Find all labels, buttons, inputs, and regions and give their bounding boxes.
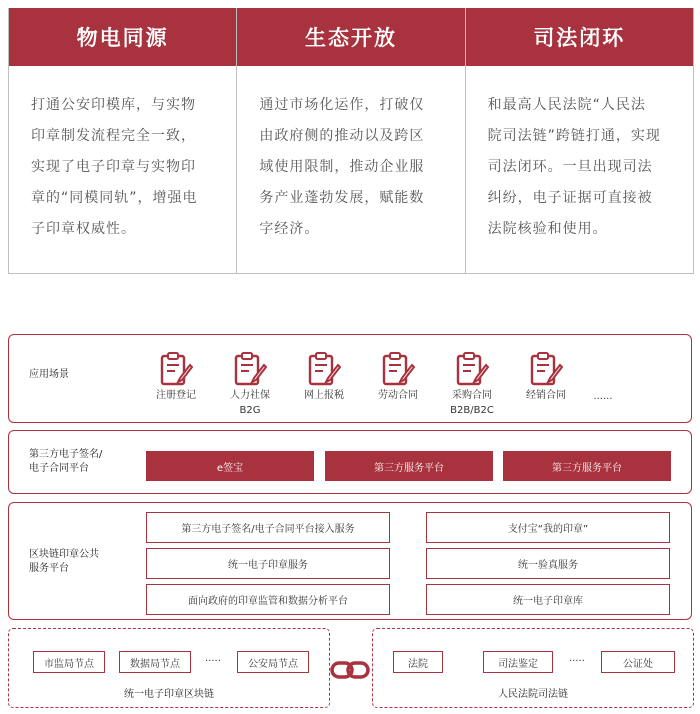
feature-card-text bbox=[9, 66, 236, 245]
text-line: 由政府侧的推动以及跨区 bbox=[259, 128, 425, 144]
service-button[interactable]: 第三方电子签名/电子合同平台接入服务 bbox=[146, 512, 390, 543]
blockchain-service-band bbox=[8, 502, 692, 620]
label-line: 服务平台 bbox=[29, 563, 69, 574]
scene-sublabel: B2G bbox=[239, 405, 261, 416]
application-band bbox=[8, 334, 692, 423]
text-line: 打通公安印模库，与实物 bbox=[31, 97, 196, 113]
feature-card-text bbox=[466, 66, 693, 245]
scene-label: 经销合同 bbox=[526, 390, 566, 401]
feature-cards bbox=[8, 8, 694, 274]
text-line: 通过市场化运作，打破仅 bbox=[259, 97, 425, 113]
label-line: 电子合同平台 bbox=[29, 463, 89, 474]
text-line: 实现了电子印章与实物印 bbox=[31, 159, 196, 175]
service-button[interactable]: 统一电子印章库 bbox=[426, 584, 670, 615]
feature-card-1 bbox=[9, 8, 237, 273]
platform-button-third-party[interactable]: 第三方服务平台 bbox=[325, 451, 493, 481]
text-line: 字经济。 bbox=[259, 221, 320, 237]
feature-card-title: 司法闭环 bbox=[466, 8, 693, 66]
document-pen-icon bbox=[455, 351, 489, 387]
chain-title: 人民法院司法链 bbox=[498, 689, 568, 700]
feature-card-title: 物电同源 bbox=[9, 8, 236, 66]
text-line: 司法闭环。一旦出现司法 bbox=[487, 159, 653, 175]
third-party-label bbox=[29, 448, 102, 476]
chain-link-icon bbox=[330, 659, 370, 681]
application-label: 应用场景 bbox=[29, 369, 69, 380]
chain-node[interactable]: 法院 bbox=[393, 651, 443, 673]
text-line: 子印章权威性。 bbox=[31, 221, 136, 237]
text-line: 纠纷，电子证据可直接被 bbox=[487, 190, 653, 206]
platform-button-esign[interactable]: e签宝 bbox=[146, 451, 314, 481]
chain-dots: ..... bbox=[205, 653, 221, 664]
chain-title: 统一电子印章区块链 bbox=[124, 689, 214, 700]
scene-item bbox=[213, 351, 287, 417]
label-line: 区块链印章公共 bbox=[29, 549, 99, 560]
scene-item bbox=[361, 351, 435, 417]
service-button[interactable]: 统一验真服务 bbox=[426, 548, 670, 579]
text-line: 域使用限制，推动企业服 bbox=[259, 159, 425, 175]
document-pen-icon bbox=[307, 351, 341, 387]
scene-icons bbox=[139, 351, 623, 417]
scene-item bbox=[509, 351, 583, 417]
document-pen-icon bbox=[159, 351, 193, 387]
service-button[interactable]: 支付宝“我的印章” bbox=[426, 512, 670, 543]
seal-blockchain bbox=[8, 628, 330, 708]
third-party-band bbox=[8, 430, 692, 494]
text-line: 法院核验和使用。 bbox=[487, 221, 608, 237]
service-button[interactable]: 面向政府的印章监管和数据分析平台 bbox=[146, 584, 390, 615]
text-line: 务产业蓬勃发展，赋能数 bbox=[259, 190, 425, 206]
chain-node[interactable]: 数据局节点 bbox=[119, 651, 191, 673]
scene-label: 劳动合同 bbox=[378, 390, 418, 401]
scene-label: 网上报税 bbox=[304, 390, 344, 401]
blockchain-service-label bbox=[29, 548, 99, 576]
scene-item bbox=[287, 351, 361, 417]
document-pen-icon bbox=[381, 351, 415, 387]
chain-node[interactable]: 公证处 bbox=[601, 651, 675, 673]
chain-node[interactable]: 市监局节点 bbox=[33, 651, 105, 673]
document-pen-icon bbox=[529, 351, 563, 387]
feature-card-title: 生态开放 bbox=[237, 8, 464, 66]
chain-node[interactable]: 司法鉴定 bbox=[483, 651, 553, 673]
document-pen-icon bbox=[233, 351, 267, 387]
more-dots: ...... bbox=[593, 391, 613, 402]
text-line: 院司法链”跨链打通，实现 bbox=[487, 128, 661, 144]
text-line: 印章制发流程完全一致， bbox=[31, 128, 196, 144]
feature-card-3 bbox=[466, 8, 693, 273]
chain-dots: ..... bbox=[569, 653, 585, 664]
scene-item bbox=[139, 351, 213, 417]
text-line: 章的“同模同轨”，增强电 bbox=[31, 190, 198, 206]
feature-card-text bbox=[237, 66, 464, 245]
chain-node[interactable]: 公安局节点 bbox=[237, 651, 309, 673]
scene-label: 注册登记 bbox=[156, 390, 196, 401]
service-button[interactable]: 统一电子印章服务 bbox=[146, 548, 390, 579]
scene-label: 采购合同 bbox=[452, 390, 492, 401]
court-judicial-chain bbox=[372, 628, 694, 708]
scene-item bbox=[435, 351, 509, 417]
label-line: 第三方电子签名/ bbox=[29, 449, 103, 460]
text-line: 和最高人民法院“人民法 bbox=[487, 97, 646, 113]
platform-button-third-party[interactable]: 第三方服务平台 bbox=[503, 451, 671, 481]
scene-sublabel: B2B/B2C bbox=[450, 405, 494, 416]
scene-label: 人力社保 bbox=[230, 390, 270, 401]
feature-card-2 bbox=[237, 8, 465, 273]
